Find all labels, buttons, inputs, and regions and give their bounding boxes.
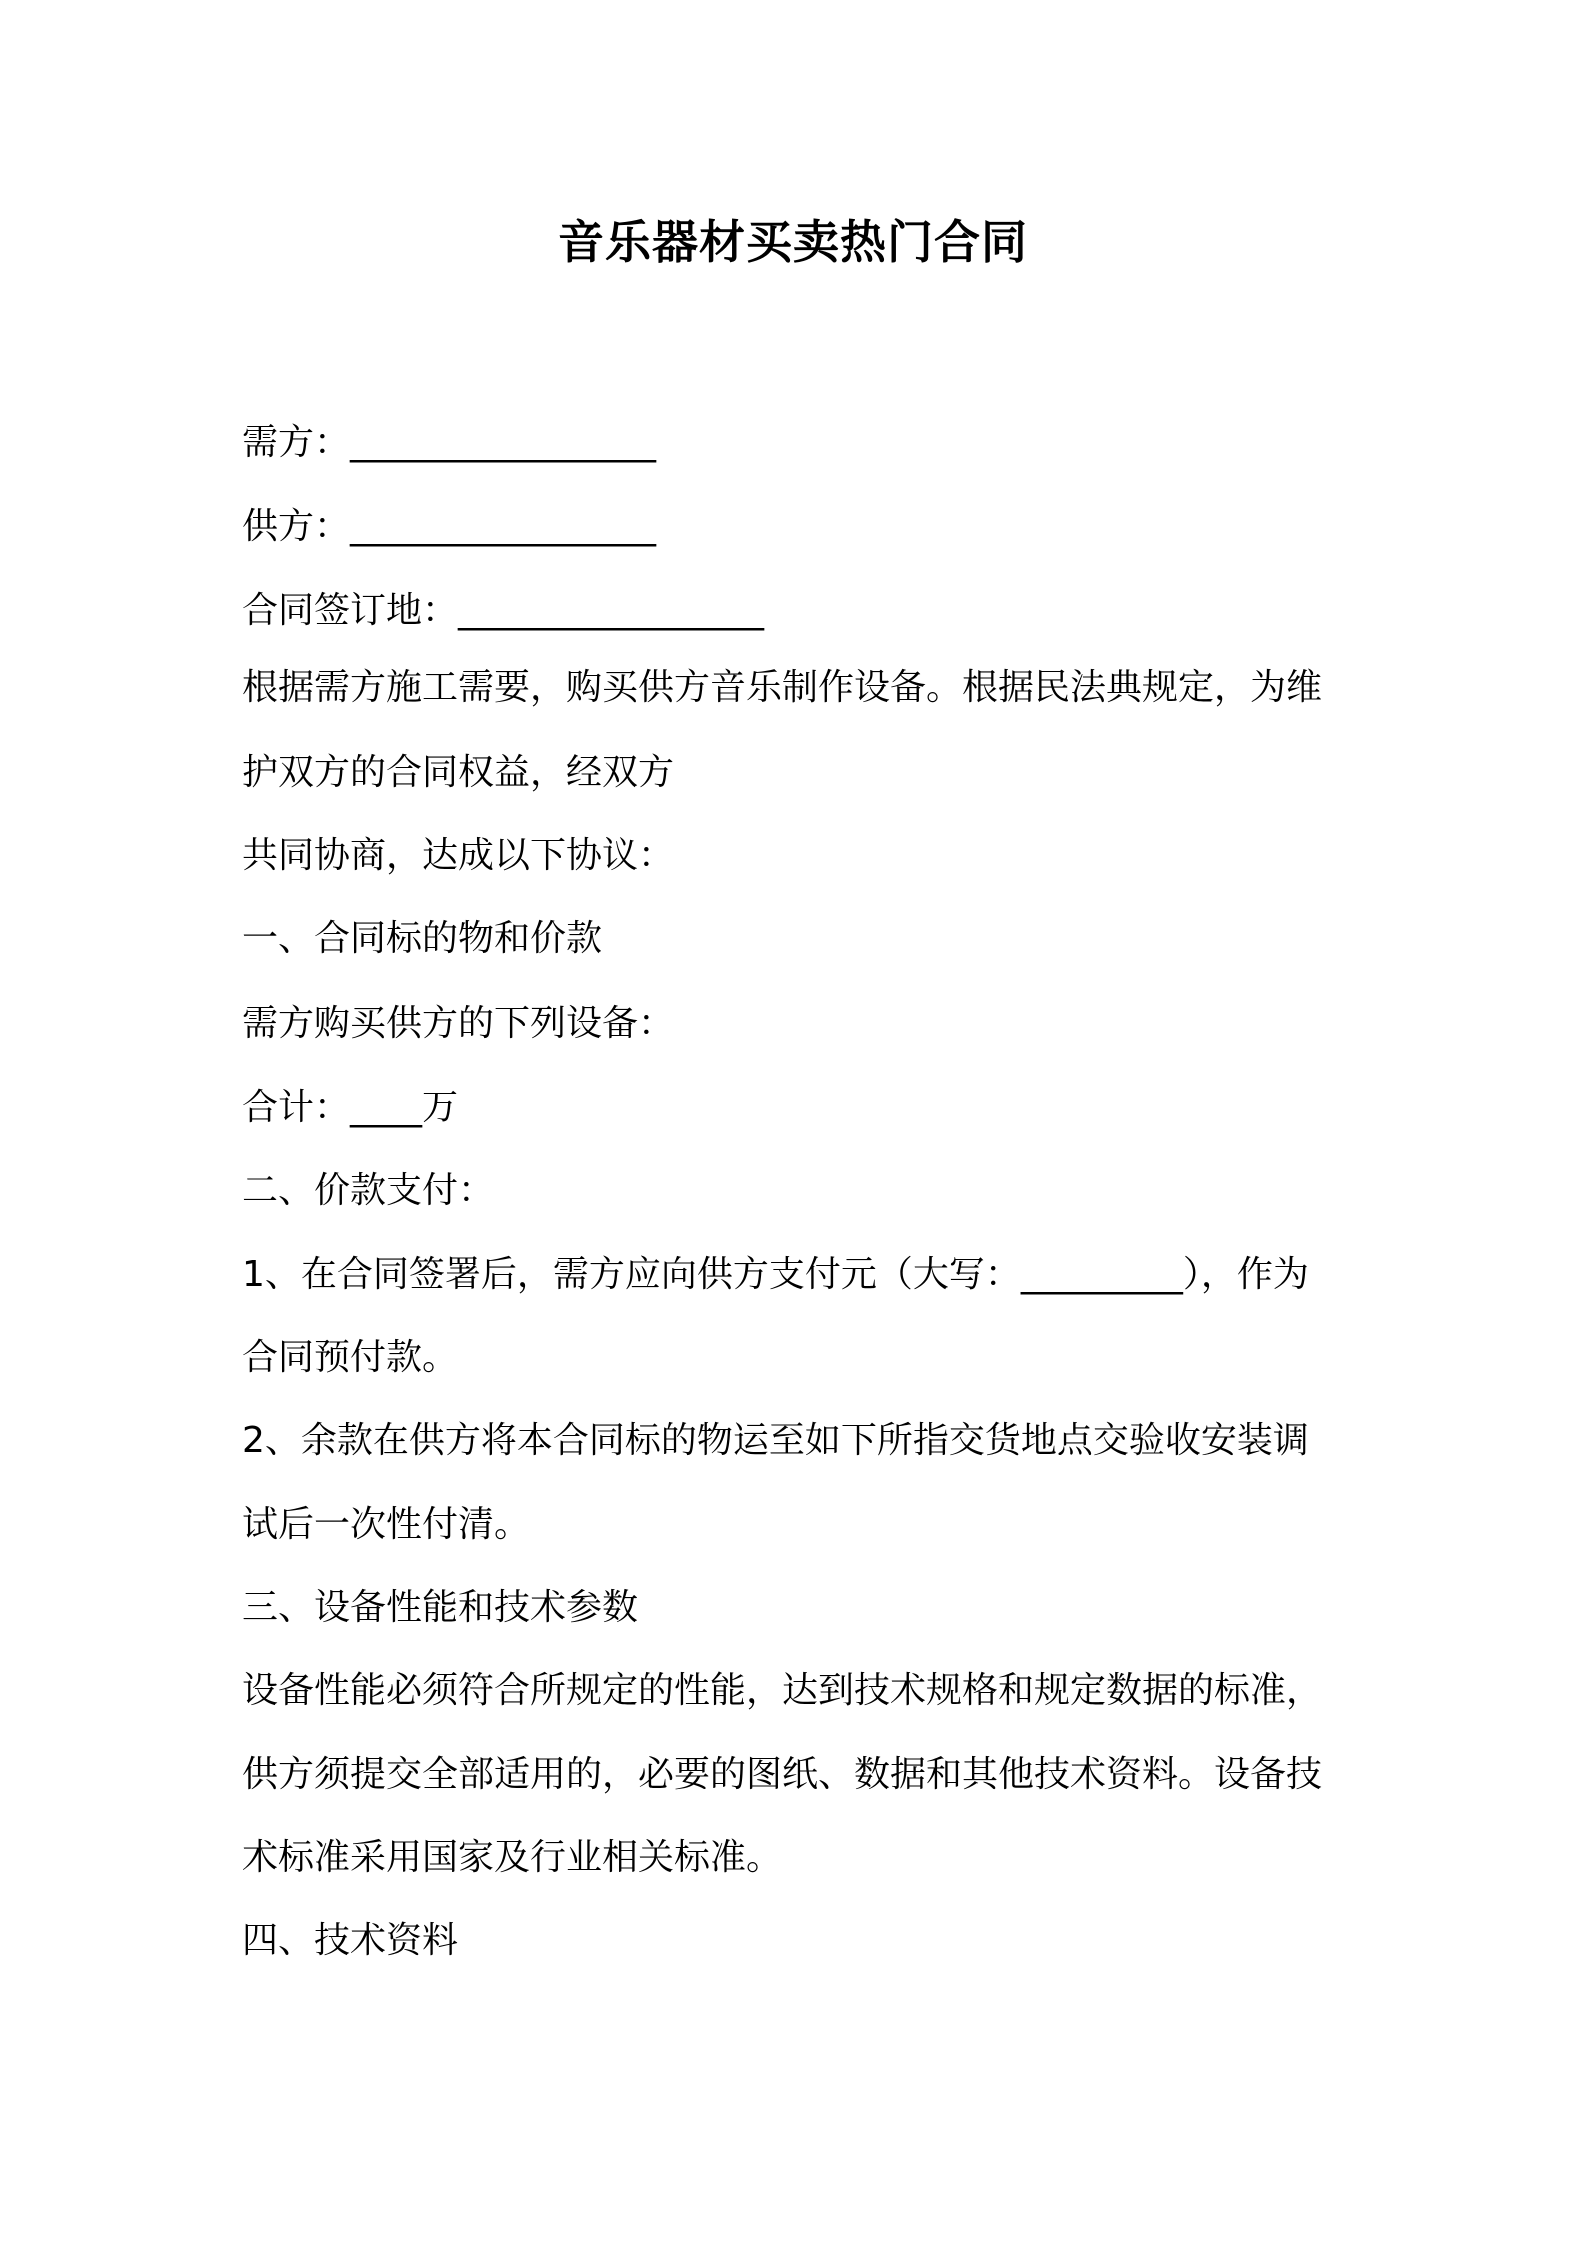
paragraph-line: 术标准采用国家及行业相关标准。 [242, 1837, 783, 1878]
preamble-line: 护双方的合同权益，经双方 [242, 752, 675, 793]
section-heading-2: 二、价款支付： [242, 1170, 495, 1211]
section-heading-3: 三、设备性能和技术参数 [242, 1587, 639, 1628]
clause-line: 1、在合同签署后，需方应向供方支付元（大写：_________），作为 [242, 1254, 1309, 1295]
clause-line: 2、余款在供方将本合同标的物运至如下所指交货地点交验收安装调 [242, 1420, 1309, 1461]
section-heading-4: 四、技术资料 [242, 1920, 459, 1961]
preamble-line: 根据需方施工需要，购买供方音乐制作设备。根据民法典规定，为维 [242, 667, 1323, 708]
clause-line: 合同预付款。 [242, 1337, 459, 1378]
paragraph-line: 设备性能必须符合所规定的性能，达到技术规格和规定数据的标准， [242, 1670, 1323, 1711]
field-signing-place: 合同签订地：_________________ [242, 590, 765, 631]
clause-line: 试后一次性付清。 [242, 1504, 531, 1545]
field-buyer: 需方：_________________ [242, 422, 657, 463]
paragraph-line: 供方须提交全部适用的，必要的图纸、数据和其他技术资料。设备技 [242, 1754, 1323, 1795]
total-line: 合计：____万 [242, 1087, 459, 1128]
document-title: 音乐器材买卖热门合同 [558, 215, 1028, 269]
preamble-line: 共同协商，达成以下协议： [242, 835, 675, 876]
section-heading-1: 一、合同标的物和价款 [242, 918, 603, 959]
field-seller: 供方：_________________ [242, 506, 657, 547]
paragraph-line: 需方购买供方的下列设备： [242, 1003, 675, 1044]
